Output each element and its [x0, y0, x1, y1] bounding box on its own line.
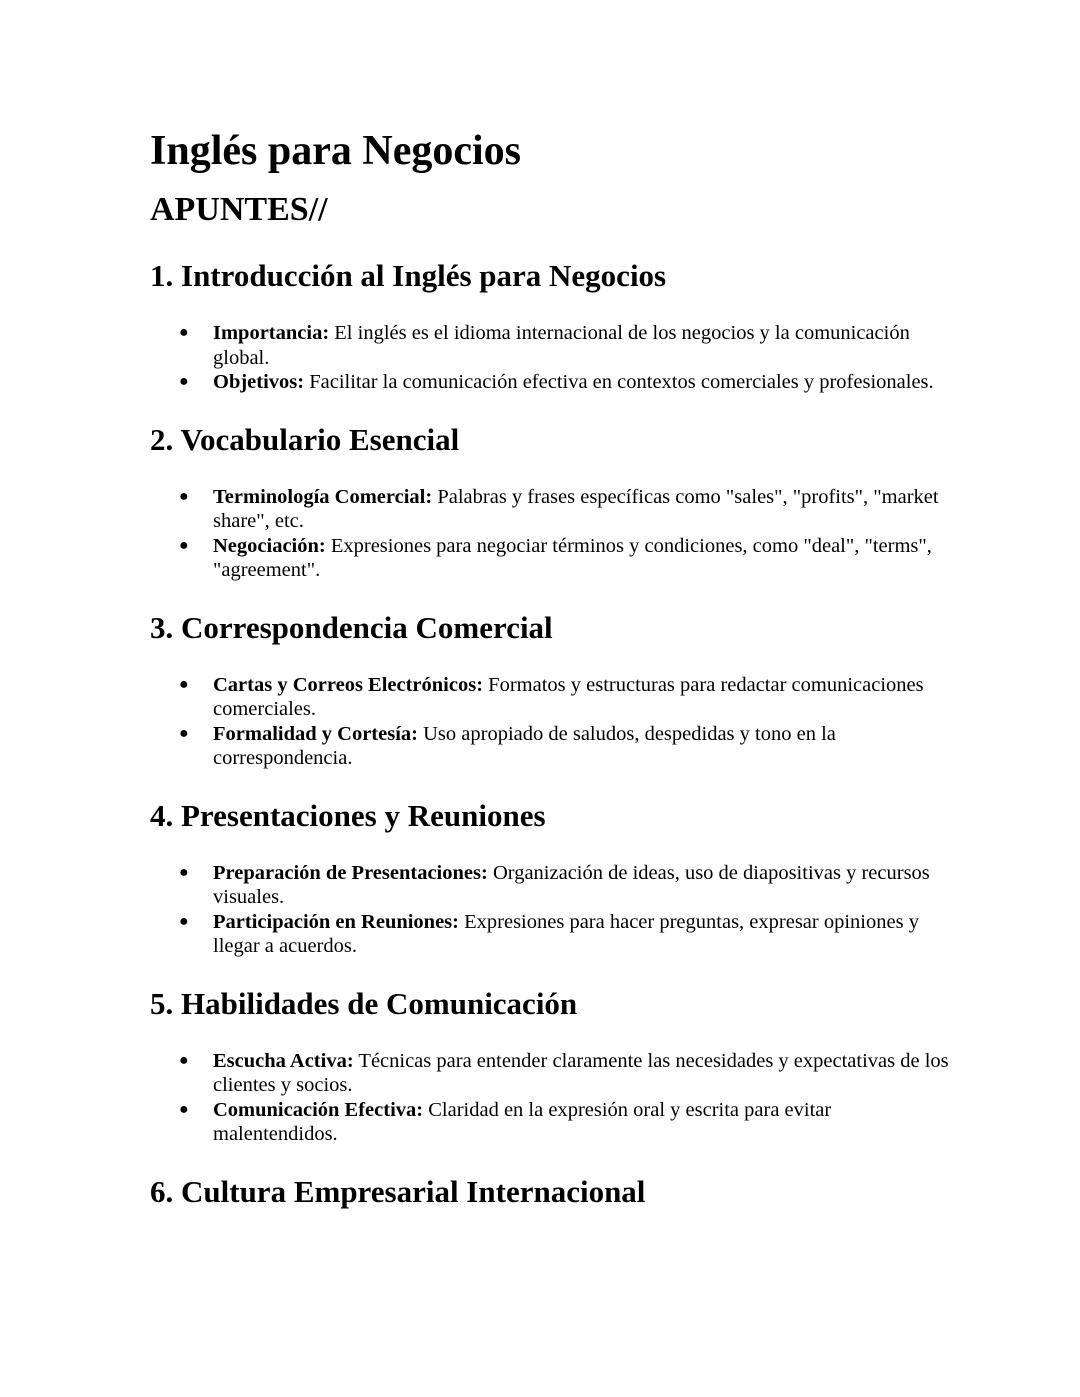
section-heading: 5. Habilidades de Comunicación	[150, 985, 578, 1021]
section-presentaciones	[150, 796, 950, 959]
item-text: Expresiones para negociar términos y condiciones, como "deal", "terms", "agreement".	[213, 534, 932, 581]
section-introduccion	[150, 256, 950, 395]
section-cultura	[150, 1172, 950, 1212]
item-term: Participación en Reuniones:	[213, 910, 459, 933]
list-item	[150, 370, 950, 395]
item-text: Palabras y frases específicas como "sales", "profits", "market share", etc.	[213, 485, 939, 532]
item-text: Técnicas para entender claramente las necesidades y expectativas de los clientes y socios.	[213, 1049, 949, 1096]
list-item	[150, 1049, 950, 1098]
item-text: Uso apropiado de saludos, despedidas y tono en la correspondencia.	[213, 722, 836, 769]
item-term: Preparación de Presentaciones:	[213, 861, 488, 884]
section-list	[150, 673, 950, 771]
item-term: Formalidad y Cortesía:	[213, 722, 418, 745]
bullet-icon: ●	[179, 912, 189, 930]
bullet-icon: ●	[179, 724, 189, 742]
item-term: Comunicación Efectiva:	[213, 1098, 424, 1121]
section-habilidades	[150, 984, 950, 1147]
document-page	[150, 126, 950, 1212]
item-term: Objetivos:	[213, 371, 305, 393]
section-heading: 6. Cultura Empresarial Internacional	[150, 1173, 646, 1209]
item-text: Facilitar la comunicación efectiva en contextos comerciales y profesionales.	[309, 371, 934, 393]
item-text: Formatos y estructuras para redactar comunicaciones comerciales.	[213, 673, 924, 720]
section-heading: 3. Correspondencia Comercial	[150, 609, 553, 645]
list-item	[150, 910, 950, 959]
section-list	[150, 321, 950, 395]
section-correspondencia	[150, 608, 950, 771]
section-list	[150, 861, 950, 959]
list-item	[150, 722, 950, 771]
item-text: Organización de ideas, uso de diapositivas y recursos visuales.	[213, 861, 930, 908]
bullet-icon: ●	[179, 324, 189, 341]
item-term: Escucha Activa:	[213, 1049, 354, 1072]
list-item	[150, 321, 950, 370]
bullet-icon: ●	[179, 1051, 189, 1069]
bullet-icon: ●	[179, 675, 189, 693]
document-title: Inglés para Negocios	[150, 128, 521, 174]
item-term: Importancia:	[213, 322, 330, 344]
list-item	[150, 1098, 950, 1147]
item-text: Claridad en la expresión oral y escrita para evitar malentendidos.	[213, 1098, 832, 1145]
bullet-icon: ●	[179, 373, 189, 390]
bullet-icon: ●	[179, 1100, 189, 1118]
section-heading: 2. Vocabulario Esencial	[150, 421, 460, 457]
list-item	[150, 673, 950, 722]
section-heading: 4. Presentaciones y Reuniones	[150, 797, 546, 833]
list-item	[150, 534, 950, 583]
bullet-icon: ●	[179, 487, 189, 505]
item-term: Terminología Comercial:	[213, 485, 433, 508]
list-item	[150, 861, 950, 910]
section-list	[150, 485, 950, 583]
item-text: Expresiones para hacer preguntas, expresar opiniones y llegar a acuerdos.	[213, 910, 919, 957]
list-item	[150, 485, 950, 534]
item-term: Negociación:	[213, 534, 326, 557]
section-list	[150, 1049, 950, 1147]
document-subtitle: APUNTES//	[150, 191, 328, 228]
bullet-icon: ●	[179, 536, 189, 554]
bullet-icon: ●	[179, 863, 189, 881]
section-vocabulario	[150, 420, 950, 583]
section-heading: 1. Introducción al Inglés para Negocios	[150, 258, 667, 293]
item-text: El inglés es el idioma internacional de los negocios y la comunicación global.	[213, 322, 910, 369]
item-term: Cartas y Correos Electrónicos:	[213, 673, 484, 696]
